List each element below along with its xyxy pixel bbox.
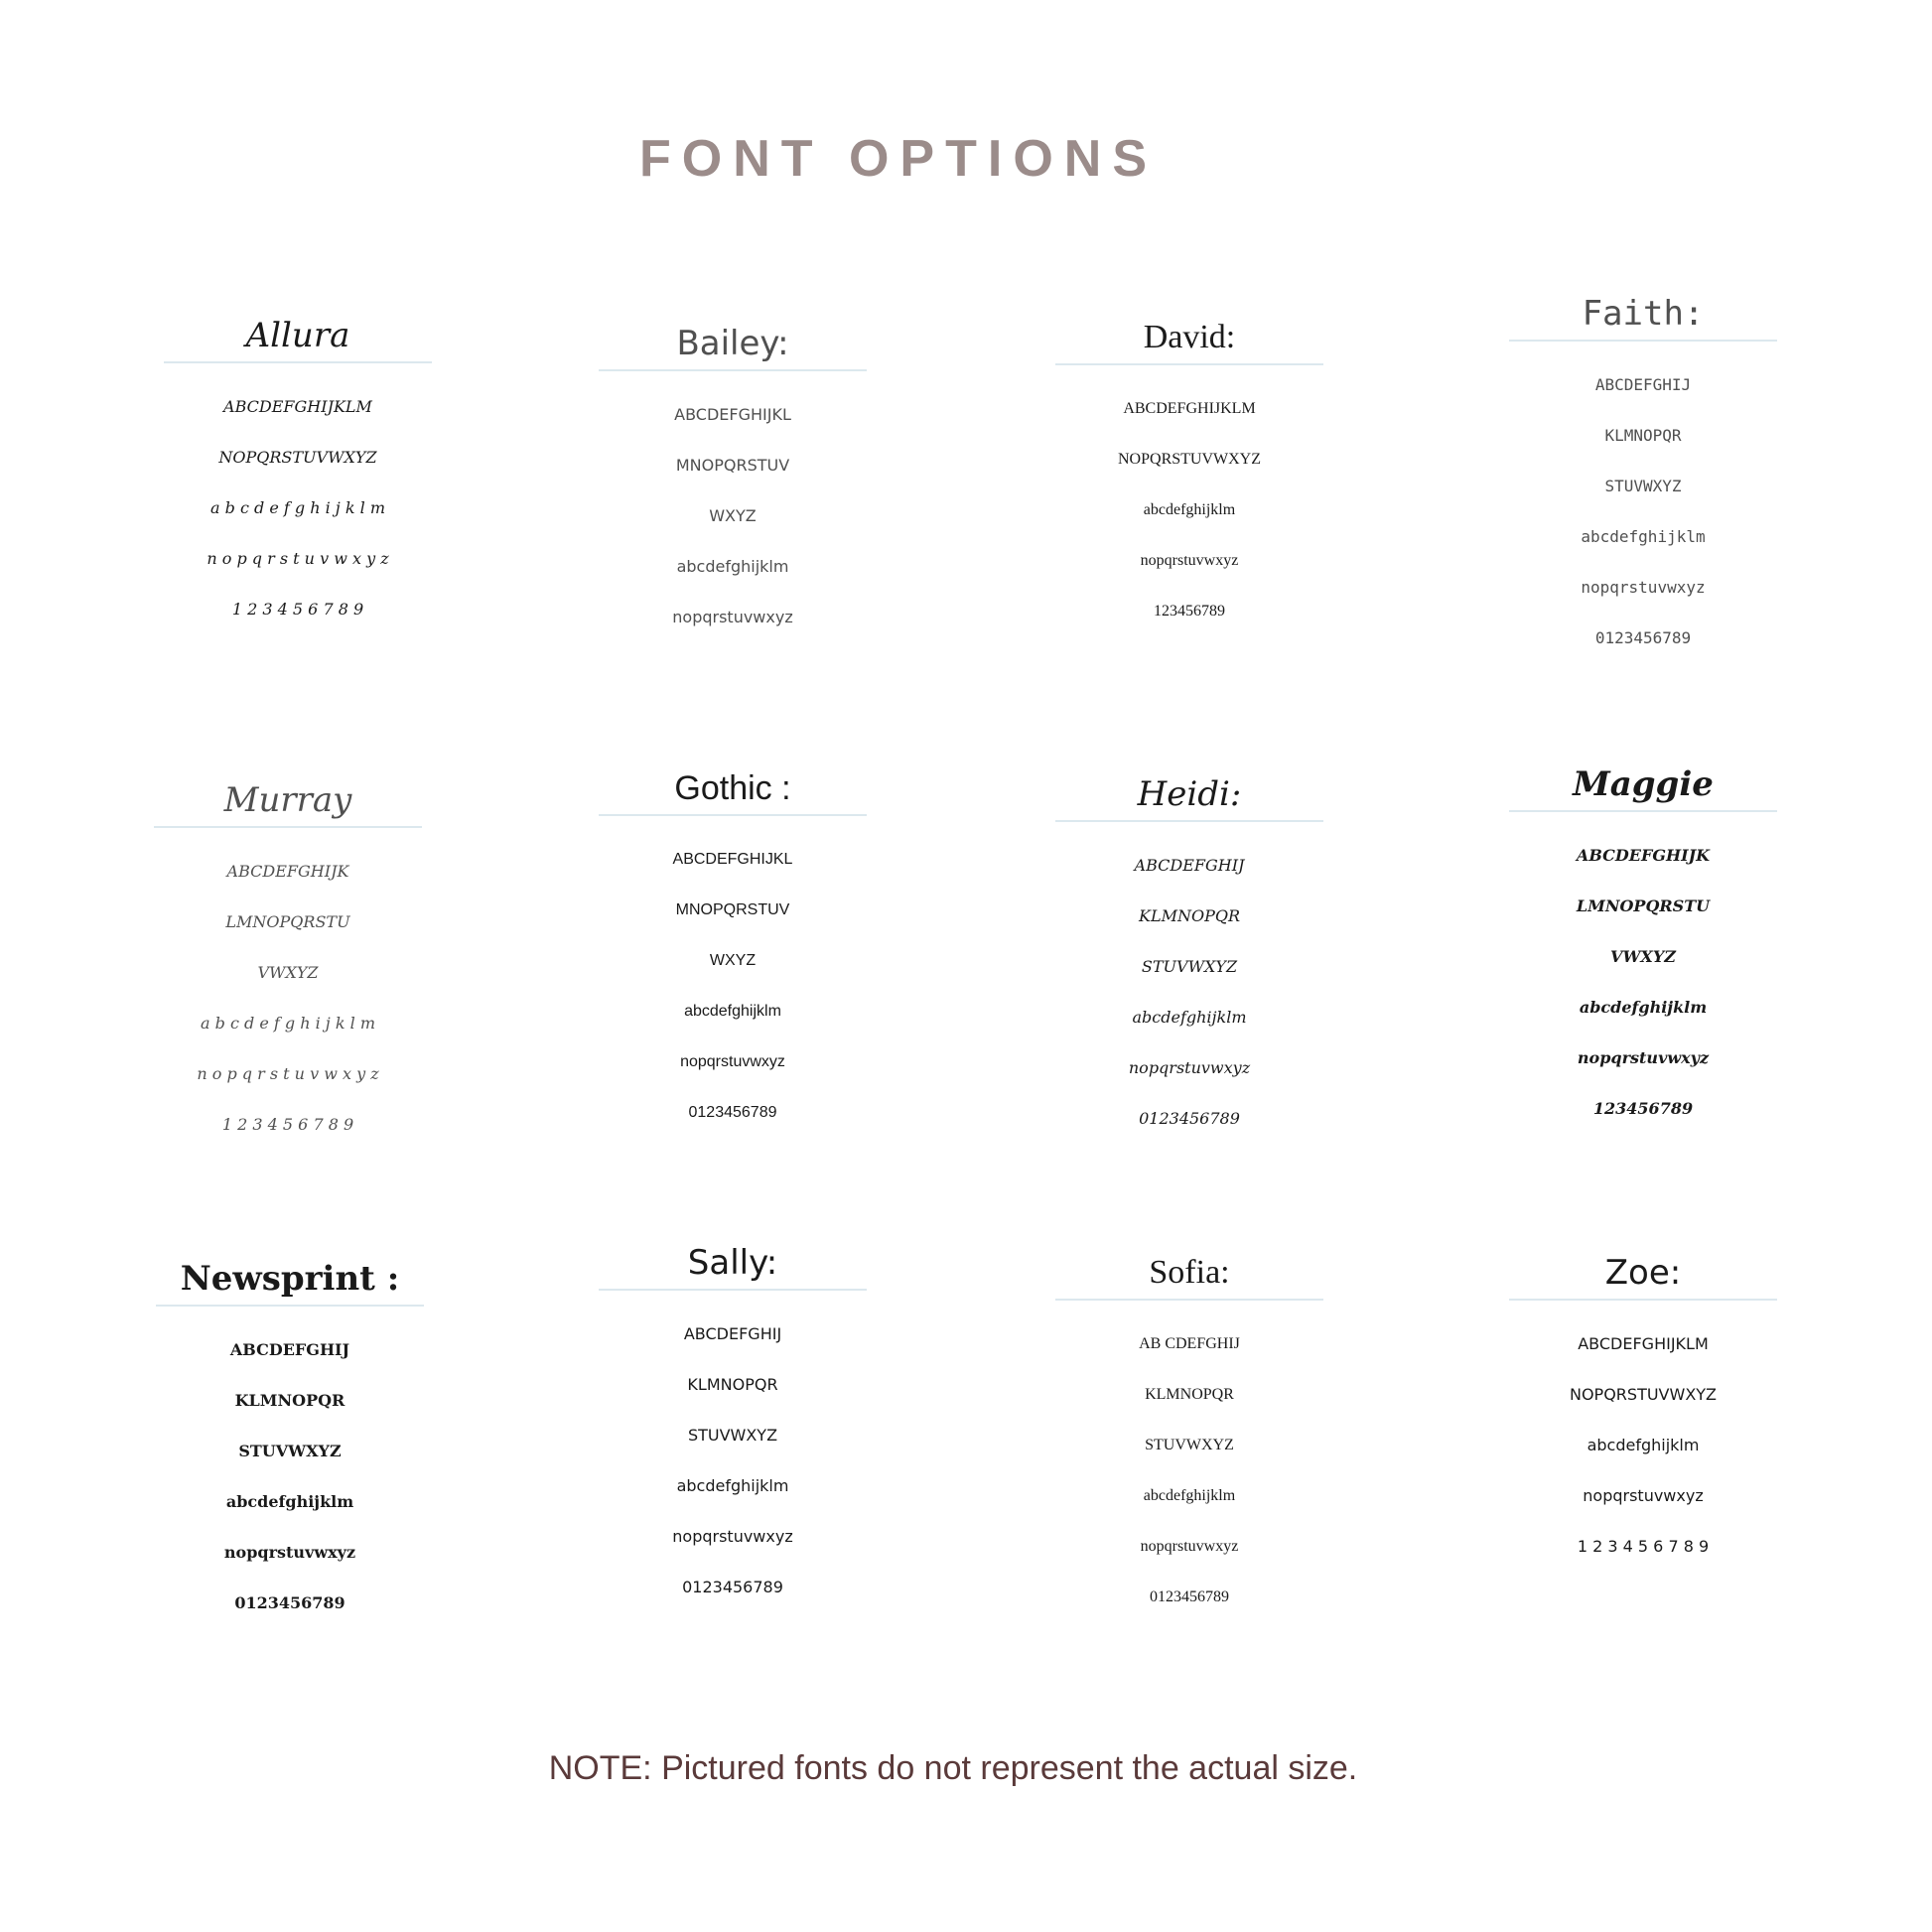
sample-line: ABCDEFGHIJ (1594, 375, 1692, 394)
sample-line: abcdefghijklm (676, 557, 789, 576)
sample-line: nopqrstuvwxyz (223, 1543, 356, 1562)
sample-line: WXYZ (709, 506, 757, 525)
sample-line: MNOPQRSTUV (675, 901, 790, 918)
sample-line: nopqrstuvwxyz (672, 1527, 793, 1546)
font-card-sofia (991, 1253, 1388, 1622)
sample-line: ABCDEFGHIJK (226, 862, 349, 881)
divider (1509, 810, 1777, 812)
sample-line: ABCDEFGHIJKL (674, 405, 791, 424)
font-name: Maggie (1573, 764, 1714, 804)
sample-line: nopqrstuvwxyz (1140, 552, 1239, 569)
font-card-newsprint (91, 1259, 488, 1628)
sample-line: NOPQRSTUVWXYZ (1118, 451, 1261, 468)
sample-line: nopqrstuvwxyz (1128, 1058, 1251, 1077)
divider (1509, 340, 1777, 342)
font-name: Newsprint : (180, 1259, 400, 1299)
font-card-allura (99, 316, 496, 634)
font-name: Faith: (1582, 294, 1705, 334)
sample-line: nopqrstuvwxyz (1140, 1538, 1239, 1555)
font-name: Sofia: (1149, 1254, 1230, 1291)
divider (156, 1305, 424, 1307)
sample-line: 0123456789 (1150, 1588, 1229, 1605)
sample-line: 123456789 (1154, 603, 1225, 620)
sample-line: KLMNOPQR (1138, 906, 1240, 925)
font-name: Gothic : (674, 769, 791, 807)
font-card-gothic (534, 768, 931, 1138)
divider (154, 826, 422, 828)
sample-line: 0123456789 (1139, 1109, 1240, 1128)
sample-line: MNOPQRSTUV (675, 456, 790, 475)
sample-line: abcdefghijklm (1581, 527, 1706, 546)
sample-line: nopqrstuvwxyz (672, 608, 793, 626)
sample-line: AB CDEFGHIJ (1139, 1335, 1240, 1352)
sample-line: 0123456789 (682, 1578, 783, 1596)
sample-line: abcdefghijklm (225, 1492, 354, 1511)
sample-line: ABCDEFGHIJKLM (1123, 400, 1256, 417)
divider (1055, 1299, 1323, 1301)
sample-line: n o p q r s t u v w x y z (197, 1064, 379, 1083)
sample-line: n o p q r s t u v w x y z (207, 549, 389, 568)
sample-line: 1 2 3 4 5 6 7 8 9 (1577, 1537, 1710, 1556)
divider (164, 361, 432, 363)
font-card-bailey (534, 324, 931, 642)
sample-line: 0123456789 (234, 1593, 345, 1612)
font-card-maggie (1445, 764, 1842, 1134)
sample-line: nopqrstuvwxyz (1577, 1048, 1710, 1067)
sample-line: a b c d e f g h i j k l m (209, 498, 385, 517)
sample-line: abcdefghijklm (1132, 1008, 1247, 1027)
font-name: Bailey: (676, 324, 789, 363)
font-card-zoe (1445, 1253, 1842, 1572)
sample-line: ABCDEFGHIJKLM (223, 397, 372, 416)
sample-line: NOPQRSTUVWXYZ (1569, 1385, 1718, 1404)
divider (599, 814, 867, 816)
sample-line: KLMNOPQR (234, 1391, 345, 1410)
divider (1055, 820, 1323, 822)
sample-line: abcdefghijklm (1143, 501, 1236, 518)
font-card-murray (89, 780, 486, 1150)
font-card-heidi (991, 774, 1388, 1144)
sample-line: WXYZ (709, 952, 757, 969)
divider (599, 1289, 867, 1291)
sample-line: ABCDEFGHIJ (1134, 856, 1245, 875)
sample-line: STUVWXYZ (1141, 957, 1238, 976)
sample-line: a b c d e f g h i j k l m (200, 1014, 375, 1033)
sample-line: abcdefghijklm (684, 1003, 781, 1020)
sample-line: abcdefghijklm (676, 1476, 789, 1495)
font-name: Murray (223, 780, 352, 820)
sample-line: abcdefghijklm (1579, 998, 1708, 1017)
sample-line: ABCDEFGHIJ (229, 1340, 350, 1359)
sample-line: KLMNOPQR (1145, 1386, 1234, 1403)
sample-line: abcdefghijklm (1143, 1487, 1236, 1504)
sample-line: ABCDEFGHIJKL (672, 851, 793, 868)
sample-line: KLMNOPQR (1604, 426, 1682, 445)
sample-line: 0123456789 (688, 1104, 777, 1121)
sample-line: 1 2 3 4 5 6 7 8 9 (231, 600, 364, 619)
sample-line: nopqrstuvwxyz (1581, 578, 1706, 597)
font-card-david (991, 318, 1388, 636)
divider (599, 369, 867, 371)
font-name: Heidi: (1137, 774, 1242, 814)
sample-line: VWXYZ (1610, 947, 1676, 966)
sample-line: LMNOPQRSTU (225, 912, 350, 931)
sample-line: 123456789 (1592, 1099, 1694, 1118)
sample-line: ABCDEFGHIJK (1576, 846, 1711, 865)
sample-line: nopqrstuvwxyz (1583, 1486, 1704, 1505)
font-card-sally (534, 1243, 931, 1612)
sample-line: VWXYZ (257, 963, 319, 982)
sample-line: 0123456789 (1594, 628, 1692, 647)
font-card-faith (1445, 294, 1842, 663)
sample-line: LMNOPQRSTU (1576, 897, 1711, 915)
size-note: NOTE: Pictured fonts do not represent the actual size. (548, 1749, 1358, 1787)
font-name: Allura (245, 316, 350, 355)
sample-line: ABCDEFGHIJKLM (1578, 1334, 1709, 1353)
sample-line: STUVWXYZ (238, 1442, 342, 1460)
sample-line: ABCDEFGHIJ (683, 1324, 782, 1343)
sample-line: KLMNOPQR (687, 1375, 778, 1394)
font-name: David: (1143, 319, 1236, 355)
divider (1509, 1299, 1777, 1301)
sample-line: nopqrstuvwxyz (680, 1053, 785, 1070)
sample-line: 1 2 3 4 5 6 7 8 9 (221, 1115, 354, 1134)
sample-line: STUVWXYZ (687, 1426, 778, 1445)
page-title: FONT OPTIONS (639, 130, 1158, 188)
font-name: Sally: (687, 1243, 778, 1283)
font-name: Zoe: (1604, 1253, 1682, 1293)
sample-line: NOPQRSTUVWXYZ (218, 448, 377, 467)
sample-line: STUVWXYZ (1145, 1437, 1234, 1453)
sample-line: STUVWXYZ (1604, 477, 1682, 495)
divider (1055, 363, 1323, 365)
sample-line: abcdefghijklm (1587, 1436, 1700, 1454)
